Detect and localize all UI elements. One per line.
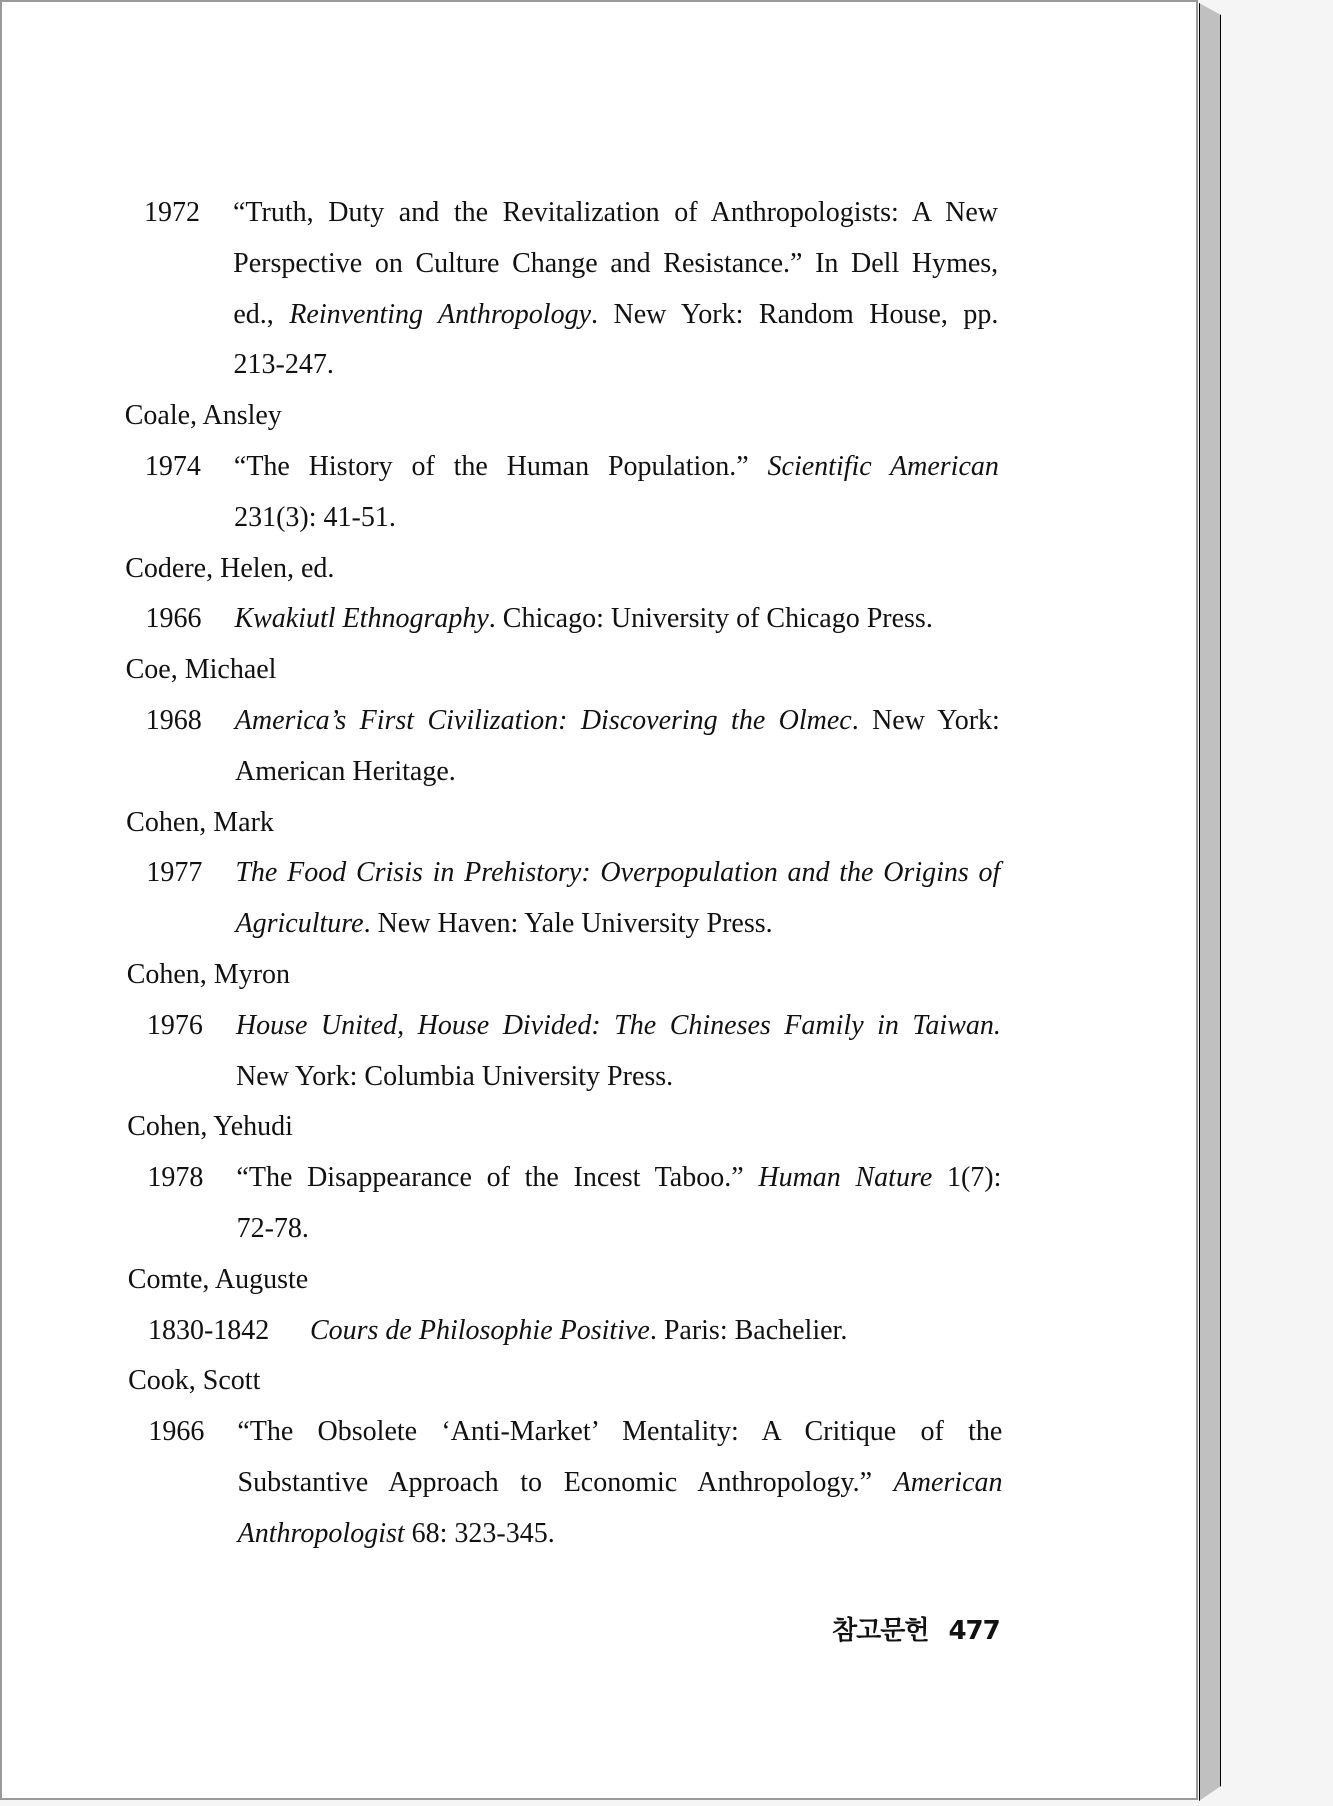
italic-title: Anthropologist [237,1517,405,1549]
citation-text: 231(3): 41-51. [234,501,396,533]
italic-title: The Food Crisis in Prehistory: Overpopulation and the Origins of [235,857,1001,889]
entry-year: 1972 [144,197,200,228]
entry-text-line [238,1517,555,1551]
italic-title: Agriculture [235,908,364,940]
italic-title: America’s First Civilization: Discovering the Olmec [234,705,852,736]
citation-text: 68: 323-345. [404,1517,555,1549]
citation-text: . New Haven: Yale University Press. [363,908,773,940]
entry-year: 1966 [148,1416,205,1448]
entry-author: Coe, Michael [125,654,277,686]
entry-text-line [233,196,998,230]
entry-text-line [235,856,1000,890]
citation-text: “The Obsolete ‘Anti-Market’ Mentality: A Critique of the [237,1416,1003,1448]
entry-text-line [237,1415,1002,1449]
citation-text: “The History of the Human Population.” [233,451,768,482]
entry-year: 1978 [147,1162,204,1194]
citation-text: . New York: [851,705,1000,736]
entry-text-line [238,1466,1003,1500]
entry-text-line [234,450,999,484]
entry-year: 1966 [145,603,202,635]
entry-text-line [234,501,396,535]
entry-text-line [236,1009,1001,1043]
entry-text-line [234,348,334,382]
entry-text-line [237,1212,309,1246]
citation-text: 1(7): [932,1162,1002,1194]
entry-text-line [236,907,773,941]
entry-year: 1974 [144,451,201,482]
italic-title: House United, House Divided: The Chineses Family in Taiwan. [235,1009,1001,1041]
entry-text-line [236,1060,673,1094]
page-edge-shadow [1199,3,1221,1801]
italic-title: Human Nature [758,1162,933,1194]
entry-author: Comte, Auguste [127,1263,309,1295]
citation-text: Perspective on Culture Change and Resistance.” In Dell Hymes, [233,247,999,279]
citation-text: Substantive Approach to Economic Anthropology.” [237,1467,894,1498]
italic-title: American [893,1467,1003,1498]
entry-author: Cohen, Yehudi [127,1111,293,1143]
entry-text-line [233,298,998,332]
italic-title: Scientific American [767,451,999,482]
citation-text: . Paris: Bachelier. [649,1314,848,1346]
citation-text: “The Disappearance of the Incest Taboo.” [236,1162,759,1194]
entry-text-line [233,247,998,281]
entry-author: Coale, Ansley [124,400,282,432]
italic-title: Reinventing Anthropology [289,298,591,330]
entry-author: Codere, Helen, ed. [125,552,335,584]
italic-title: Cours de Philosophie Positive [309,1314,650,1346]
entry-text-line [235,755,456,789]
entry-author: Cook, Scott [128,1365,261,1397]
citation-text: “Truth, Duty and the Revitalization of Anthropologists: A New [233,197,998,228]
citation-text: 213-247. [233,349,334,381]
page-footer [832,1610,1000,1647]
citation-text: 72-78. [236,1213,309,1244]
entry-year: 1968 [145,705,202,736]
entry-text-line [235,704,1000,738]
entry-year: 1976 [146,1009,203,1041]
entry-author: Cohen, Mark [126,806,274,838]
citation-text: ed., [233,298,290,330]
citation-text: American Heritage. [234,755,456,787]
entry-text-line [236,1161,1001,1195]
entry-text-line [310,1314,847,1348]
entry-text-line [234,602,932,636]
entry-year: 1830-1842 [147,1314,270,1346]
entry-author: Cohen, Myron [126,959,291,990]
italic-title: Kwakiutl Ethnography [234,603,489,635]
citation-text: . New York: Random House, pp. [591,298,999,330]
page-number: 477 [948,1616,1000,1646]
running-head: 참고문헌 [832,1616,929,1646]
citation-text: New York: Columbia University Press. [236,1060,674,1092]
citation-text: . Chicago: University of Chicago Press. [488,603,933,635]
entry-year: 1977 [146,857,203,889]
